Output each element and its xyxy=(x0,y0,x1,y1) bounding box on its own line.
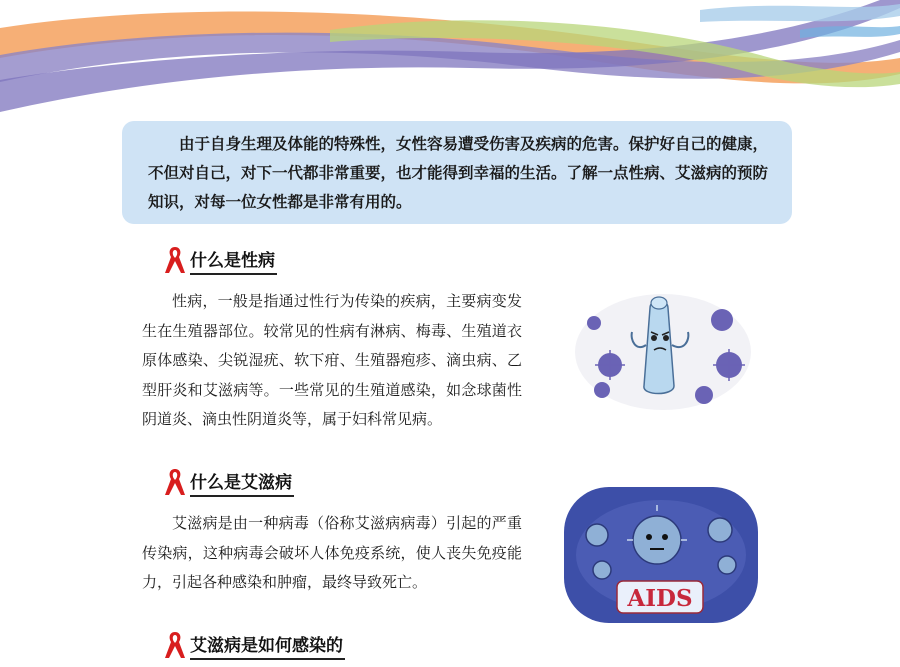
header-ribbon-banner xyxy=(0,0,900,125)
section-heading-text: 艾滋病是如何感染的 xyxy=(190,635,345,660)
virus-illustration xyxy=(562,485,760,625)
section-heading-text: 什么是艾滋病 xyxy=(190,472,294,497)
condom-mascot-illustration xyxy=(574,290,752,412)
intro-text: 由于自身生理及体能的特殊性，女性容易遭受伤害及疾病的危害。保护好自己的健康，不但对自己，对下一代都非常重要，也才能得到幸福的生活。了解一点性病、艾滋病的预防知识，对每一位女性都是非常有用的。 xyxy=(148,135,769,211)
red-ribbon-icon xyxy=(162,245,188,275)
section-body-aids: 艾滋病是由一种病毒（俗称艾滋病病毒）引起的严重传染病，这种病毒会破坏人体免疫系统，使人丧失免疫能力，引起各种感染和肿瘤，最终导致死亡。 xyxy=(142,514,522,591)
section-heading-std xyxy=(162,245,277,275)
section-heading-aids xyxy=(162,467,294,497)
section-body-std: 性病，一般是指通过性行为传染的疾病，主要病变发生在生殖器部位。较常见的性病有淋病、梅毒、生殖道衣原体感染、尖锐湿疣、软下疳、生殖器疱疹、滴虫病、乙型肝炎和艾滋病等。一些常见的生殖道感染，如念球菌性阴道炎、滴虫性阴道炎等，属于妇科常见病。 xyxy=(142,292,522,428)
red-ribbon-icon xyxy=(162,467,188,497)
intro-box xyxy=(122,121,792,224)
section-heading-transmission xyxy=(162,630,345,660)
aids-label: AIDS xyxy=(627,585,693,612)
section-heading-text: 什么是性病 xyxy=(190,250,277,275)
red-ribbon-icon xyxy=(162,630,188,660)
